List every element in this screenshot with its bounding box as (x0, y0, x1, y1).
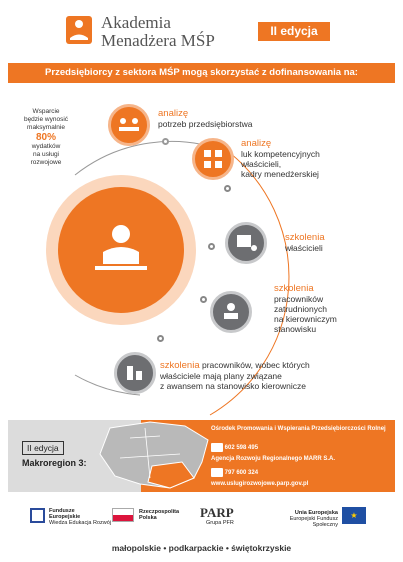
poland-map-icon (90, 418, 220, 494)
manager-training-icon (210, 291, 252, 333)
item-3-text: właścicieli (285, 243, 323, 253)
support-line: Wsparcie (32, 108, 60, 115)
item-3-highlight: szkolenia (285, 232, 325, 243)
item-4-text: zatrudnionych (274, 304, 327, 314)
poland-flag-icon (112, 508, 134, 522)
item-4-highlight: szkolenia (274, 283, 314, 294)
rp-line: Polska (139, 515, 157, 521)
item-1-text: potrzeb przedsiębiorstwa (158, 119, 253, 129)
parp-logo: PARP (200, 505, 234, 520)
timeline-dot (157, 335, 164, 342)
support-percentage: 80% (35, 132, 56, 143)
timeline-dot (200, 296, 207, 303)
item-5-text: właściciele mają plany związane (160, 371, 282, 381)
item-4-text: stanowisku (274, 324, 317, 334)
fe-line: Europejskie (49, 514, 81, 520)
timeline-dot (162, 138, 169, 145)
support-line: maksymalnie (27, 124, 65, 131)
contact-phone-1 (211, 443, 258, 452)
timeline-dot (224, 185, 231, 192)
ue-line: Unia Europejska (294, 510, 338, 516)
item-5-highlight: szkolenia (160, 360, 200, 371)
reader-icon (58, 187, 184, 313)
item-2-text: luk kompetencyjnych (241, 149, 320, 159)
phone-1-number: 602 598 495 (224, 445, 259, 452)
item-2-highlight: analizę (241, 138, 272, 149)
edition-badge: II edycja (258, 22, 330, 41)
parp-sub: Grupa PFR (206, 520, 234, 526)
item-2-text: właścicieli, (241, 159, 282, 169)
ue-logo-text (283, 510, 338, 528)
item-3 (285, 232, 325, 253)
eu-flag-icon: ★ (342, 507, 366, 524)
item-2-text: kadry menedżerskiej (241, 169, 319, 179)
rp-logo-text (139, 509, 179, 521)
phone-2-number: 797 600 324 (224, 470, 259, 477)
item-4 (274, 283, 337, 334)
ue-line: Europejski Fundusz Społeczny (289, 516, 338, 528)
fe-line: Fundusze (49, 508, 75, 514)
regions-footer: małopolskie • podkarpackie • świętokrzyskie (111, 543, 292, 553)
fe-logo-text (49, 508, 111, 526)
competency-gap-icon (192, 138, 234, 180)
support-line: rozwojowe (30, 159, 62, 166)
item-5-text: z awansem na stanowisko kierownicze (160, 381, 306, 391)
item-1-highlight: analizę (158, 108, 189, 119)
fe-line: Wiedza Edukacja Rozwój (49, 520, 112, 526)
item-1 (158, 108, 253, 129)
item-4-text: pracowników (274, 294, 324, 304)
promotion-training-icon (114, 352, 156, 394)
region-edition: II edycja (22, 441, 64, 455)
region-label: Makroregion 3: (22, 458, 87, 468)
phone-icon (211, 468, 223, 477)
timeline-dot (208, 243, 215, 250)
item-5 (160, 360, 310, 391)
support-line: wydatków (31, 143, 61, 150)
rp-line: Rzeczpospolita (139, 509, 180, 515)
phone-icon (211, 443, 223, 452)
support-line: będzie wynosić (23, 116, 69, 123)
support-line: na usługi (32, 151, 60, 158)
academy-logo-icon (66, 16, 92, 44)
website-link[interactable]: www.uslugirozwojowe.parp.gov.pl (211, 481, 309, 487)
meeting-icon (108, 104, 150, 146)
item-5-text: pracowników, wobec których (199, 360, 310, 370)
funding-banner: Przedsiębiorcy z sektora MŚP mogą skorzystać z dofinansowania na: (8, 63, 395, 83)
contact-org-1: Ośrodek Promowania i Wspierania Przedsiębiorczości Rolnej (211, 426, 386, 432)
brand-line-1: Akademia (101, 13, 171, 32)
contact-phone-2 (211, 468, 258, 477)
item-2 (241, 138, 320, 179)
item-4-text: na kierowniczym (274, 314, 337, 324)
brand-line-2: Menadżera MŚP (101, 31, 215, 50)
owner-training-icon (225, 222, 267, 264)
contact-org-2: Agencja Rozwoju Regionalnego MARR S.A. (211, 456, 336, 462)
fe-logo-icon (30, 508, 45, 523)
